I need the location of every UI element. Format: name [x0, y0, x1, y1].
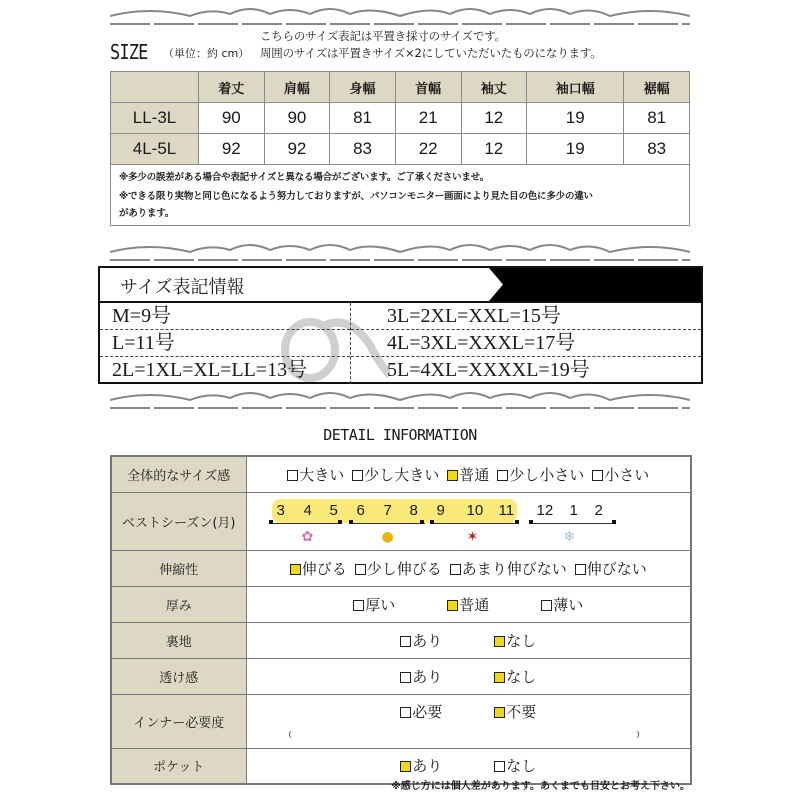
size-info-left-column [100, 303, 350, 384]
size-caution [110, 164, 690, 226]
detail-row-best-season [111, 492, 691, 550]
month: 6 [356, 501, 365, 519]
option-group [246, 658, 691, 694]
detail-table [110, 455, 692, 785]
month: 4 [303, 501, 312, 519]
size-equivalence: 4L=3XL=XXXL=17号 [351, 330, 701, 357]
detail-row-size-feel [111, 456, 691, 492]
option-label: 少し大きい [364, 465, 440, 484]
size-equivalence: L=11号 [100, 330, 350, 357]
size-label: SIZE [110, 40, 148, 64]
size-equivalence: 5L=4XL=XXXXL=19号 [387, 359, 590, 381]
col-header: 着丈 [199, 72, 265, 103]
month: 11 [498, 501, 515, 519]
caution-text-2: ※できる限り実物と同じ色になるよう努力しておりますが、パソコンモニター画面により見た目の色に多少の違い [119, 191, 593, 202]
size-table [110, 71, 690, 165]
size-equivalence: 3L=2XL=XXL=15号 [351, 303, 701, 330]
option [541, 594, 583, 615]
month: 12 [536, 501, 554, 519]
checkbox-icon [592, 470, 603, 481]
option [450, 558, 567, 579]
size-note-1: こちらのサイズ表記は平置き採寸のサイズです。 [260, 29, 506, 43]
cell: 92 [199, 134, 265, 165]
month: 8 [409, 501, 418, 519]
checkbox-icon [400, 672, 411, 683]
col-header: 袖口幅 [527, 72, 624, 103]
option [494, 701, 536, 722]
option-label: 普通 [459, 465, 490, 484]
ornament-divider-middle [110, 238, 690, 264]
option [400, 755, 442, 776]
checkbox-icon [287, 470, 298, 481]
row-label: 透け感 [111, 658, 246, 694]
option-label: 普通 [459, 595, 490, 614]
month: 7 [383, 501, 392, 519]
option [494, 666, 536, 687]
row-header: 4L-5L [111, 134, 199, 165]
option [290, 558, 347, 579]
tick [420, 520, 424, 524]
month: 9 [436, 501, 445, 519]
tick [612, 520, 616, 524]
size-unit: （単位：約 cm） [163, 47, 250, 60]
snowflake-icon: ❄ [563, 528, 576, 545]
cell: 83 [624, 134, 690, 165]
option [494, 630, 536, 651]
sakura-icon: ✿ [301, 528, 314, 545]
size-info-box [98, 266, 703, 384]
option-group [246, 622, 691, 658]
col-header: 袖丈 [461, 72, 527, 103]
option-label: あり [412, 667, 443, 686]
row-label: 全体的なサイズ感 [111, 456, 246, 492]
option [355, 558, 442, 579]
detail-row-thickness [111, 586, 691, 622]
option [575, 558, 647, 579]
paren-open: ( [288, 729, 292, 739]
size-info-title: サイズ表記情報 [120, 277, 245, 298]
option-label: 伸びない [586, 559, 647, 578]
tick [529, 520, 533, 524]
season-line [270, 523, 340, 524]
option [400, 630, 442, 651]
tick [338, 520, 342, 524]
option-label: 厚い [365, 595, 396, 614]
checkbox-checked-icon [494, 707, 505, 718]
option-label: なし [506, 667, 537, 686]
option [352, 464, 439, 485]
title-banner [489, 268, 701, 301]
size-table-header [111, 72, 690, 103]
checkbox-checked-icon [494, 636, 505, 647]
col-header: 肩幅 [264, 72, 330, 103]
option [592, 464, 649, 485]
cell: 22 [395, 134, 461, 165]
size-equivalence: 2L=1XL=XL=LL=13号 [112, 359, 308, 381]
checkbox-checked-icon [494, 672, 505, 683]
cell: 83 [330, 134, 396, 165]
month: 3 [276, 501, 285, 519]
month: 2 [594, 501, 603, 519]
option-label: 小さい [604, 465, 650, 484]
tick [430, 520, 434, 524]
size-note-2: 周囲のサイズは平置きサイズ×2にしていただいたものになります。 [260, 46, 602, 60]
footnote: ※感じ方には個人差があります。あくまでも目安とお考え下さい。 [391, 781, 690, 792]
option-label: 必要 [412, 702, 443, 721]
caution-text-1: ※多少の誤差がある場合や表記サイズと異なる場合がございます。ご了承くださいませ。 [119, 172, 489, 183]
checkbox-checked-icon [447, 600, 458, 611]
season-timeline [246, 492, 691, 550]
ornament-divider-top [110, 2, 690, 28]
size-info-title-bar [100, 268, 701, 303]
size-info-right-column [350, 303, 701, 384]
option-label: 伸びる [301, 559, 347, 578]
row-label: ベストシーズン(月) [111, 492, 246, 550]
option-label: あり [412, 631, 443, 650]
checkbox-checked-icon [290, 564, 301, 575]
detail-row-sheer [111, 658, 691, 694]
checkbox-checked-icon [400, 761, 411, 772]
tick [269, 520, 273, 524]
option-label: 不要 [506, 702, 537, 721]
cell: 81 [624, 103, 690, 134]
cell: 90 [264, 103, 330, 134]
maple-leaf-icon: ✶ [466, 528, 479, 545]
size-notes [260, 28, 602, 62]
option-label: 大きい [299, 465, 345, 484]
season-line [350, 523, 425, 524]
checkbox-icon [353, 600, 364, 611]
season-line [432, 523, 517, 524]
table-row [111, 134, 690, 165]
row-label: インナー必要度 [111, 694, 246, 748]
tick [349, 520, 353, 524]
checkbox-checked-icon [447, 470, 458, 481]
row-header: LL-3L [111, 103, 199, 134]
cell: 12 [461, 103, 527, 134]
checkbox-icon [494, 761, 505, 772]
detail-row-inner [111, 694, 691, 748]
ornament-divider-lower [110, 386, 690, 412]
option-label: 少し小さい [509, 465, 585, 484]
option [497, 464, 584, 485]
size-info-grid [100, 303, 701, 384]
option [400, 666, 442, 687]
option [447, 464, 489, 485]
cell: 19 [527, 134, 624, 165]
option [447, 594, 489, 615]
option [494, 755, 536, 776]
option-group [246, 694, 691, 748]
cell: 90 [199, 103, 265, 134]
row-label: ポケット [111, 748, 246, 784]
corner-cell [111, 72, 199, 103]
option-label: 薄い [553, 595, 584, 614]
checkbox-icon [355, 564, 366, 575]
option-label: あまり伸びない [461, 559, 567, 578]
sunflower-icon: ● [381, 528, 394, 545]
cell: 19 [527, 103, 624, 134]
season-line [530, 523, 615, 524]
option [400, 701, 442, 722]
checkbox-icon [450, 564, 461, 575]
tick [515, 520, 519, 524]
detail-title: DETAIL INFORMATION [323, 426, 477, 444]
option [353, 594, 395, 615]
option-label: 少し伸びる [366, 559, 442, 578]
month: 5 [329, 501, 338, 519]
col-header: 身幅 [330, 72, 396, 103]
detail-row-stretch [111, 550, 691, 586]
size-equivalence: M=9号 [100, 303, 350, 330]
checkbox-icon [575, 564, 586, 575]
cell: 92 [264, 134, 330, 165]
detail-row-lining [111, 622, 691, 658]
caution-text-2b: があります。 [119, 208, 175, 219]
row-label: 厚み [111, 586, 246, 622]
month: 10 [466, 501, 484, 519]
col-header: 裾幅 [624, 72, 690, 103]
checkbox-icon [497, 470, 508, 481]
table-row [111, 103, 690, 134]
col-header: 首幅 [395, 72, 461, 103]
month: 1 [569, 501, 578, 519]
checkbox-icon [352, 470, 363, 481]
option-group [246, 586, 691, 622]
checkbox-icon [541, 600, 552, 611]
option-label: あり [412, 757, 443, 776]
paren-close: ) [636, 729, 640, 739]
option-group [246, 456, 691, 492]
row-label: 裏地 [111, 622, 246, 658]
checkbox-icon [400, 636, 411, 647]
checkbox-icon [400, 707, 411, 718]
size-header [110, 28, 700, 68]
cell: 21 [395, 103, 461, 134]
season-wrap [267, 499, 667, 549]
option-group [246, 550, 691, 586]
row-label: 伸縮性 [111, 550, 246, 586]
cell: 12 [461, 134, 527, 165]
option [287, 464, 344, 485]
cell: 81 [330, 103, 396, 134]
option-label: なし [506, 757, 537, 776]
option-label: なし [506, 631, 537, 650]
